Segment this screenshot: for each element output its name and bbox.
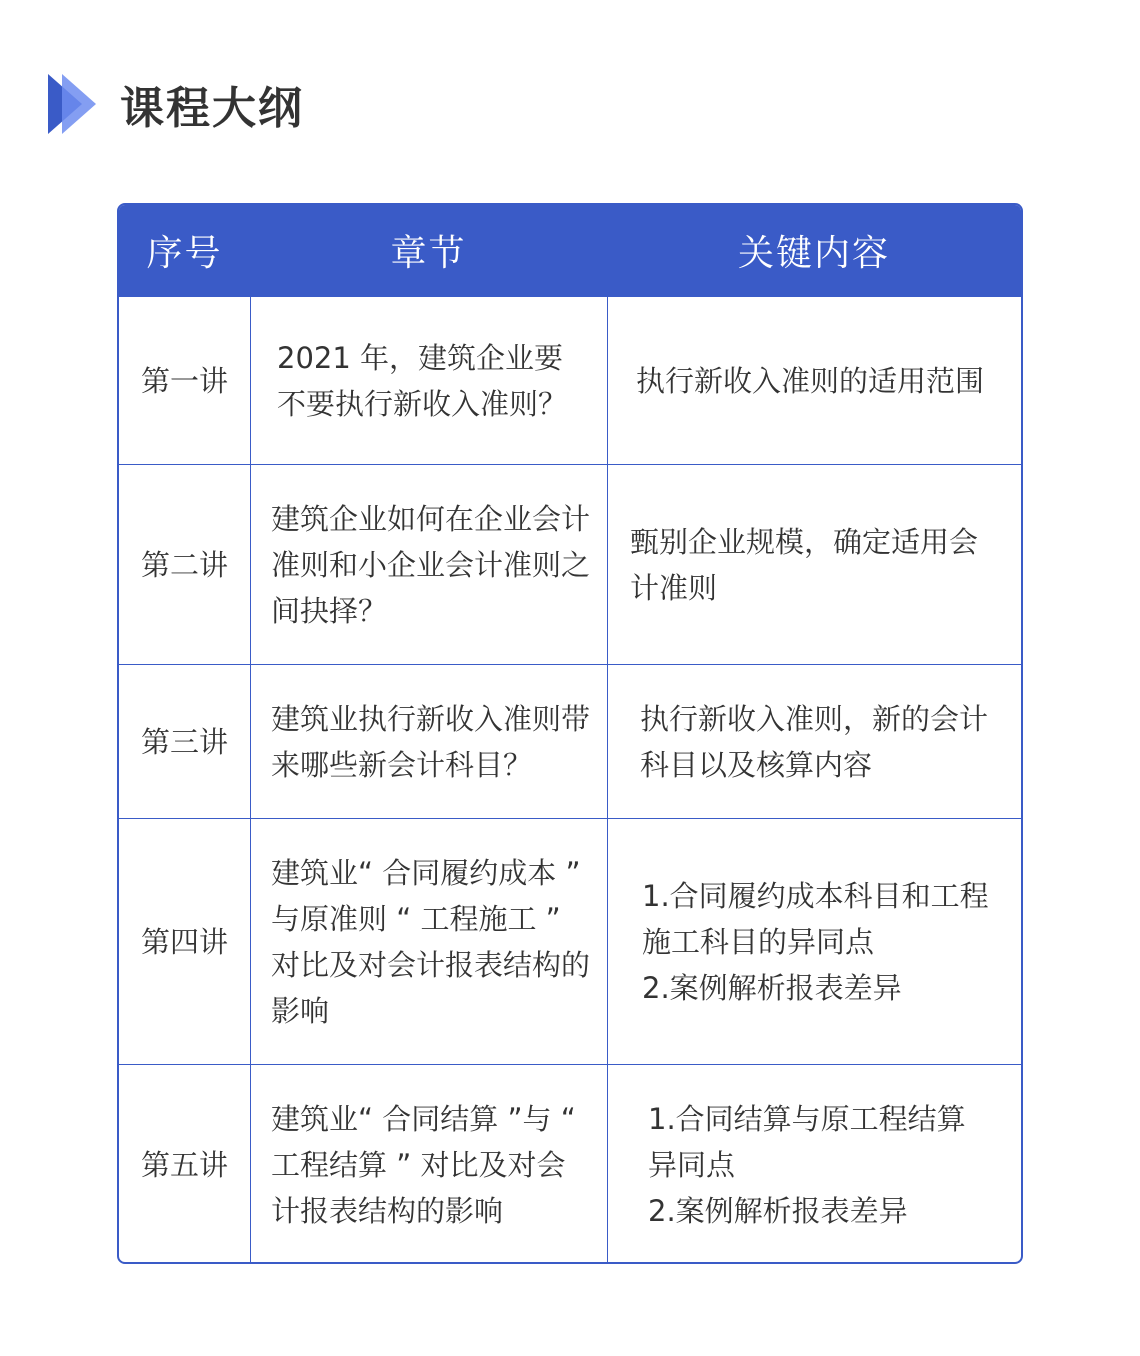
key-line: 甄别企业规模，确定适用会计准则 [630,524,979,605]
table-row [119,1064,1021,1264]
row-chapter: 建筑业“ 合同结算 ”与 “ 工程结算 ” 对比及对会计报表结构的影响 [250,1065,607,1264]
row-seq: 第一讲 [140,363,228,398]
key-line: 执行新收入准则，新的会计科目以及核算内容 [640,701,989,782]
row-seq: 第二讲 [140,547,228,582]
row-key-content [607,665,1021,818]
column-header-seq: 序号 [146,233,223,274]
key-line: 1.合同履约成本科目和工程施工科目的异同点 [642,878,989,959]
play-arrow-icon [48,74,100,134]
row-chapter: 建筑业执行新收入准则带来哪些新会计科目？ [250,665,607,818]
row-seq: 第三讲 [140,724,228,759]
key-line: 执行新收入准则的适用范围 [636,363,985,398]
table-header [119,205,1021,296]
row-key-content [607,819,1021,1064]
table-row [119,818,1021,1064]
key-line: 2.案例解析报表差异 [642,970,902,1005]
table-row [119,464,1021,664]
row-chapter: 2021 年，建筑企业要不要执行新收入准则？ [250,297,607,464]
row-key-content [607,465,1021,664]
key-line: 1.合同结算与原工程结算异同点 [648,1101,966,1182]
row-chapter: 建筑企业如何在企业会计准则和小企业会计准则之间抉择？ [250,465,607,664]
table-row [119,296,1021,464]
column-header-key-content: 关键内容 [737,233,890,274]
row-chapter: 建筑业“ 合同履约成本 ” 与原准则 “ 工程施工 ” 对比及对会计报表结构的影响 [250,819,607,1064]
key-line: 2.案例解析报表差异 [648,1193,908,1228]
row-key-content [607,297,1021,464]
section-header [48,72,304,136]
row-key-content [607,1065,1021,1264]
course-outline-table [117,203,1023,1264]
row-seq: 第五讲 [140,1147,228,1182]
page-title: 课程大纲 [120,83,304,134]
column-header-chapter: 章节 [390,233,467,274]
row-seq: 第四讲 [140,924,228,959]
table-row [119,664,1021,818]
